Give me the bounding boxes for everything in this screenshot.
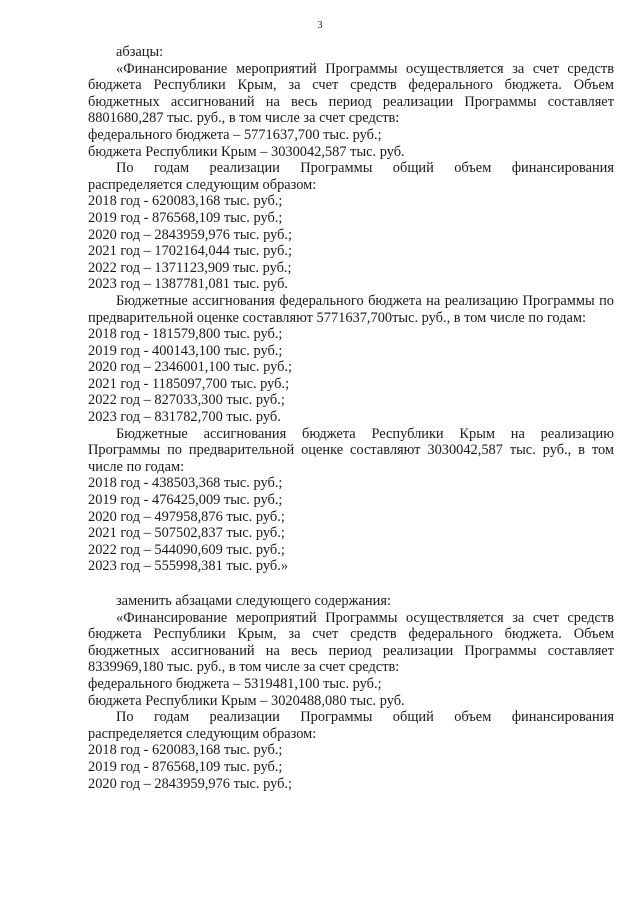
paragraph-gap: [88, 575, 614, 593]
word: По: [116, 160, 134, 177]
replacement-heading: заменить абзацами следующего содержания:: [116, 593, 391, 609]
word: финансирования: [511, 709, 614, 726]
by-years-line: [88, 160, 614, 177]
federal-year-line: 2021 год - 1185097,700 тыс. руб.;: [88, 375, 290, 392]
year-line: 2018 год - 620083,168 тыс. руб.;: [88, 193, 283, 210]
word: реализации: [209, 709, 280, 726]
year-line: 2023 год – 1387781,081 тыс. руб.: [88, 276, 289, 293]
regional-year-line: 2023 год – 555998,381 тыс. руб.»: [88, 558, 289, 575]
new-by-years-line: [88, 709, 614, 726]
year-line: 2021 год – 1702164,044 тыс. руб.;: [88, 243, 293, 260]
regional-year-line: 2018 год - 438503,368 тыс. руб.;: [88, 475, 283, 492]
new-funding-intro-paragraph: «Финансирование мероприятий Программы осуществляется за счет средств бюджета Республики Крым, за счет средств федерального бюджета. Объем бюджетных ассигнований на весь период реализации Программы составляет 8339969,180 тыс. руб., в том числе за счет средств:: [88, 609, 614, 676]
word: годам: [153, 160, 190, 177]
regional-year-line: 2020 год – 497958,876 тыс. руб.;: [88, 508, 285, 525]
year-line: 2020 год – 2843959,976 тыс. руб.;: [88, 226, 293, 243]
page-number: 3: [317, 20, 323, 31]
year-line: 2022 год – 1371123,909 тыс. руб.;: [88, 259, 292, 276]
document-body: [88, 44, 614, 792]
year-line: 2019 год - 876568,109 тыс. руб.;: [88, 209, 283, 226]
federal-year-line: 2023 год – 831782,700 тыс. руб.: [88, 409, 281, 426]
word: объем: [454, 160, 492, 177]
new-year-line: 2019 год - 876568,109 тыс. руб.;: [88, 758, 283, 775]
word: годам: [153, 709, 190, 726]
word: По: [116, 709, 134, 726]
regional-year-line: 2021 год – 507502,837 тыс. руб.;: [88, 525, 285, 542]
federal-year-line: 2018 год - 181579,800 тыс. руб.;: [88, 326, 283, 343]
federal-year-line: 2019 год - 400143,100 тыс. руб.;: [88, 342, 283, 359]
word: общий: [392, 709, 434, 726]
funding-intro-paragraph: «Финансирование мероприятий Программы осуществляется за счет средств бюджета Республики Крым, за счет средств федерального бюджета. Объем бюджетных ассигнований на весь период реализации Программы составляет 8801680,287 тыс. руб., в том числе за счет средств:: [88, 60, 614, 127]
word: общий: [392, 160, 434, 177]
new-year-line: 2020 год – 2843959,976 тыс. руб.;: [88, 775, 293, 792]
new-regional-budget-line: бюджета Республики Крым – 3020488,080 тыс. руб.: [88, 692, 405, 709]
federal-year-line: 2022 год – 827033,300 тыс. руб.;: [88, 392, 285, 409]
word: реализации: [209, 160, 280, 177]
word: Программы: [300, 709, 373, 726]
regional-year-line: 2019 год - 476425,009 тыс. руб.;: [88, 492, 283, 509]
new-year-line: 2018 год - 620083,168 тыс. руб.;: [88, 742, 283, 759]
regional-year-line: 2022 год – 544090,609 тыс. руб.;: [88, 541, 285, 558]
new-by-years-continuation: распределяется следующим образом:: [88, 725, 317, 742]
regional-allocations-paragraph: Бюджетные ассигнования бюджета Республики Крым на реализацию Программы по предварительной оценке составляют 3030042,587 тыс. руб., в том числе по годам:: [88, 425, 614, 475]
federal-budget-line: федерального бюджета – 5771637,700 тыс. руб.;: [88, 126, 382, 143]
word: Программы: [300, 160, 373, 177]
regional-budget-line: бюджета Республики Крым – 3030042,587 тыс. руб.: [88, 143, 405, 160]
federal-allocations-paragraph: Бюджетные ассигнования федерального бюджета на реализацию Программы по предварительной оценке составляют 5771637,700тыс. руб., в том числе по годам:: [88, 292, 614, 326]
word: финансирования: [511, 160, 614, 177]
by-years-continuation: распределяется следующим образом:: [88, 176, 317, 193]
new-federal-budget-line: федерального бюджета – 5319481,100 тыс. руб.;: [88, 675, 382, 692]
federal-year-line: 2020 год – 2346001,100 тыс. руб.;: [88, 359, 293, 376]
section-heading-paragraphs: абзацы:: [116, 44, 164, 60]
word: объем: [454, 709, 492, 726]
